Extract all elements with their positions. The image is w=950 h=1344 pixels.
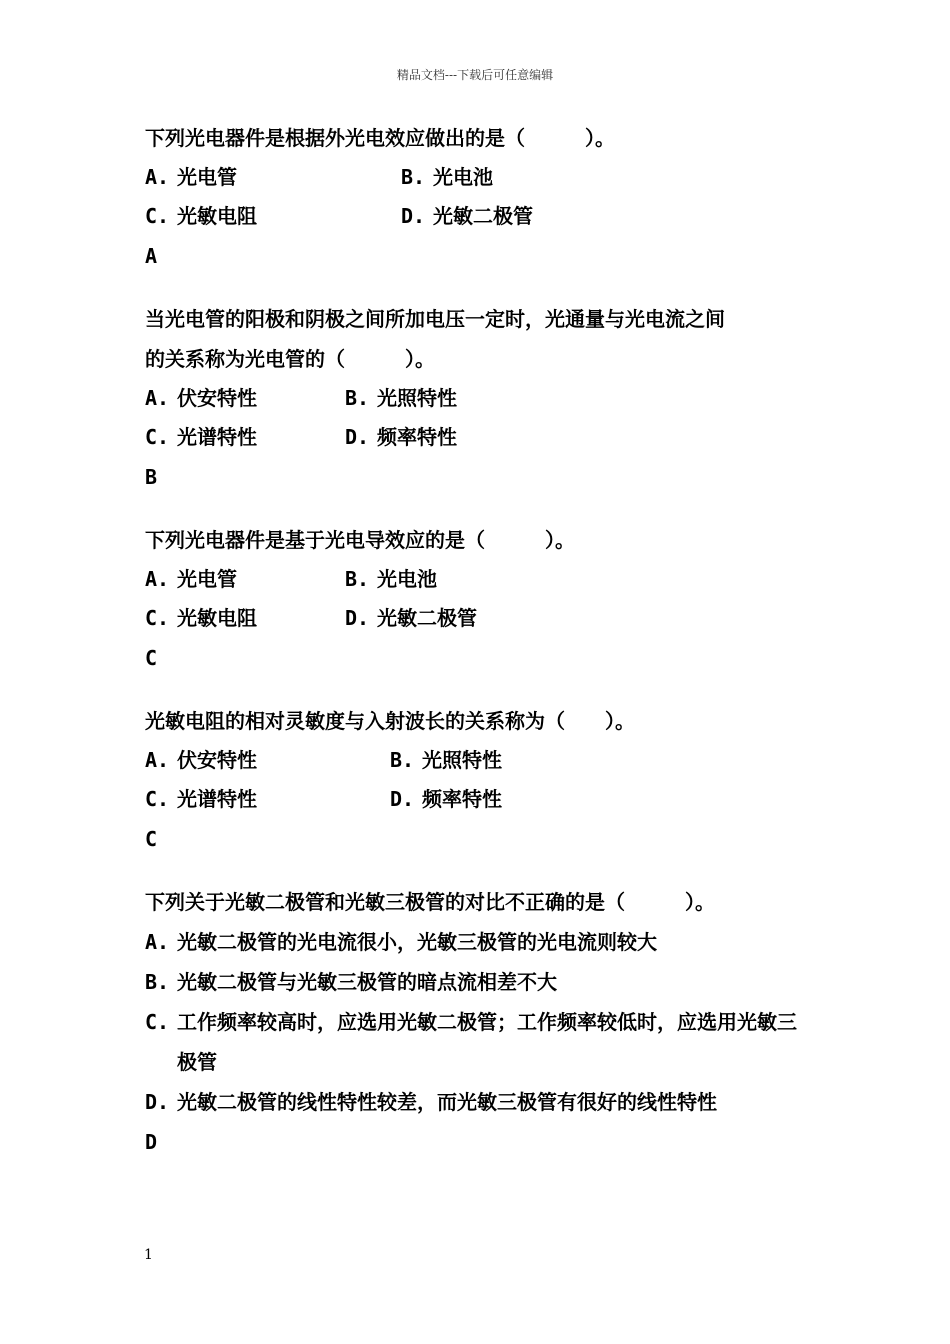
option-a xyxy=(145,158,401,197)
option-letter: B. xyxy=(145,970,170,994)
question-stem: 下列关于光敏二极管和光敏三极管的对比不正确的是（ ）。 xyxy=(145,890,715,914)
option-text: 光照特性 xyxy=(377,386,457,410)
question-stem-line-2: 的关系称为光电管的（ ）。 xyxy=(145,347,435,371)
option-b xyxy=(401,158,493,197)
option-text: 光电管 xyxy=(177,567,237,591)
options-row xyxy=(145,599,815,638)
option-letter: A. xyxy=(145,386,170,410)
question-stem-line-1: 当光电管的阳极和阴极之间所加电压一定时，光通量与光电流之间 xyxy=(145,307,725,331)
option-letter: D. xyxy=(401,204,426,228)
option-letter: C. xyxy=(145,204,170,228)
option-text: 光敏二极管 xyxy=(433,204,533,228)
answer: A xyxy=(145,244,158,268)
option-letter: D. xyxy=(145,1090,170,1114)
option-a xyxy=(145,922,815,962)
question-4 xyxy=(145,701,815,859)
options-row xyxy=(145,780,815,819)
option-a xyxy=(145,379,345,418)
option-letter: D. xyxy=(390,787,415,811)
option-letter: D. xyxy=(345,425,370,449)
option-letter: B. xyxy=(345,567,370,591)
options-row xyxy=(145,741,815,780)
answer: D xyxy=(145,1130,158,1154)
option-text: 光电池 xyxy=(433,165,493,189)
options-row xyxy=(145,379,815,418)
option-text: 频率特性 xyxy=(377,425,457,449)
options-row xyxy=(145,158,815,197)
option-c xyxy=(145,599,345,638)
question-stem: 下列光电器件是根据外光电效应做出的是（ ）。 xyxy=(145,126,615,150)
question-3 xyxy=(145,520,815,678)
option-c xyxy=(145,780,390,819)
option-d xyxy=(390,780,502,819)
option-letter: B. xyxy=(390,748,415,772)
option-letter: C. xyxy=(145,1010,170,1034)
option-letter: B. xyxy=(345,386,370,410)
option-letter: A. xyxy=(145,748,170,772)
option-letter: C. xyxy=(145,606,170,630)
question-2 xyxy=(145,299,815,497)
option-text: 光敏电阻 xyxy=(177,204,257,228)
option-d xyxy=(345,418,457,457)
option-text: 工作频率较高时，应选用光敏二极管；工作频率较低时，应选用光敏三极管 xyxy=(177,1010,797,1074)
option-a xyxy=(145,741,390,780)
question-stem: 光敏电阻的相对灵敏度与入射波长的关系称为（ ）。 xyxy=(145,709,635,733)
option-letter: B. xyxy=(401,165,426,189)
option-text: 伏安特性 xyxy=(177,386,257,410)
question-5 xyxy=(145,882,815,1162)
option-b xyxy=(345,379,457,418)
option-c xyxy=(145,1002,815,1082)
option-text: 光电池 xyxy=(377,567,437,591)
option-text: 光敏二极管 xyxy=(377,606,477,630)
option-b xyxy=(345,560,437,599)
option-text: 光敏电阻 xyxy=(177,606,257,630)
page-header: 精品文档---下载后可任意编辑 xyxy=(396,68,554,82)
document-body xyxy=(145,118,815,1185)
answer: C xyxy=(145,646,158,670)
option-b xyxy=(145,962,815,1002)
option-c xyxy=(145,197,401,236)
options-row xyxy=(145,560,815,599)
page-number: 1 xyxy=(144,1247,153,1263)
option-c xyxy=(145,418,345,457)
option-text: 光谱特性 xyxy=(177,425,257,449)
question-stem: 下列光电器件是基于光电导效应的是（ ）。 xyxy=(145,528,575,552)
option-b xyxy=(390,741,502,780)
option-letter: D. xyxy=(345,606,370,630)
option-text: 光照特性 xyxy=(422,748,502,772)
option-text: 光敏二极管的线性特性较差，而光敏三极管有很好的线性特性 xyxy=(177,1090,717,1114)
option-letter: A. xyxy=(145,165,170,189)
option-text: 光电管 xyxy=(177,165,237,189)
options-row xyxy=(145,418,815,457)
option-letter: A. xyxy=(145,930,170,954)
option-d xyxy=(401,197,533,236)
option-d xyxy=(145,1082,815,1122)
answer: B xyxy=(145,465,158,489)
option-letter: A. xyxy=(145,567,170,591)
option-text: 光谱特性 xyxy=(177,787,257,811)
option-text: 光敏二极管的光电流很小，光敏三极管的光电流则较大 xyxy=(177,930,657,954)
option-d xyxy=(345,599,477,638)
option-a xyxy=(145,560,345,599)
option-text: 光敏二极管与光敏三极管的暗点流相差不大 xyxy=(177,970,557,994)
option-text: 伏安特性 xyxy=(177,748,257,772)
option-letter: C. xyxy=(145,425,170,449)
answer: C xyxy=(145,827,158,851)
option-letter: C. xyxy=(145,787,170,811)
options-row xyxy=(145,197,815,236)
option-text: 频率特性 xyxy=(422,787,502,811)
question-1 xyxy=(145,118,815,276)
